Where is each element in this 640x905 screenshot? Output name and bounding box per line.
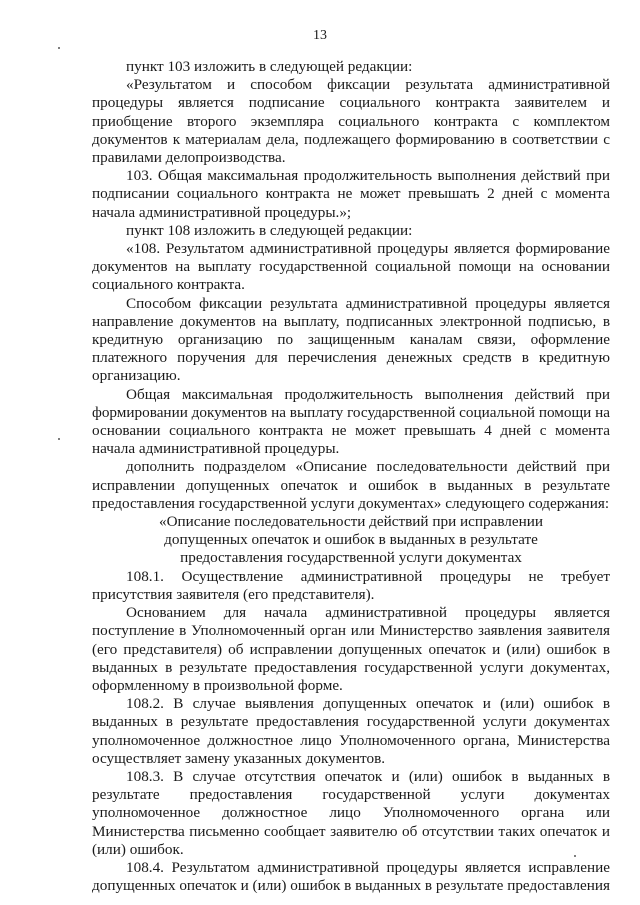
subsection-title-line: «Описание последовательности действий при исправлении — [158, 513, 543, 531]
paragraph: 103. Общая максимальная продолжительность выполнения действий при подписании социального контракта не может превышать 2 дней с момента начала административной процедуры.»; — [92, 167, 610, 221]
page-number: 13 — [313, 28, 327, 43]
subsection-title-line: предоставления государственной услуги документах — [180, 549, 522, 567]
subsection-title-line: допущенных опечаток и ошибок в выданных в результате — [164, 531, 538, 549]
scan-speck — [58, 47, 60, 49]
paragraph: 108.3. В случае отсутствия опечаток и (или) ошибок в выданных в результате предоставления государственной услуги документах уполномоченное должностное лицо Уполномоченного органа или Министерства письменно сообщает заявителю об отсутствии таких опечаток и (или) ошибок. — [92, 767, 610, 858]
document-body — [92, 58, 610, 895]
scan-speck — [58, 438, 60, 440]
paragraph: Основанием для начала административной процедуры является поступление в Уполномоченный орган или Министерство заявления заявителя (его представителя) об исправлении допущенных опечаток и (или) ошибок в выданных в результате предоставления государственной услуги документах, оформленному в произвольной форме. — [92, 604, 610, 694]
paragraph: 108.4. Результатом административной процедуры является исправление допущенных опечаток и (или) ошибок в выданных в результате предоставления — [92, 858, 611, 895]
paragraph: Общая максимальная продолжительность выполнения действий при формировании документов на выплату государственной социальной помощи на основании социального контракта не может превышать 4 дней с момента начала административной процедуры. — [92, 385, 610, 458]
paragraph: «108. Результатом административной процедуры является формирование документов на выплату государственной социальной помощи на основании социального контракта. — [92, 240, 610, 294]
paragraph: пункт 108 изложить в следующей редакции: — [126, 221, 413, 239]
paragraph: Способом фиксации результата административной процедуры является направление документов на выплату, подписанных электронной подписью, в кредитную организацию по защищенным каналам связи, оформление платежного поручения для перечисления денежных средств в кредитную организацию. — [92, 294, 610, 385]
paragraph: пункт 103 изложить в следующей редакции: — [126, 58, 413, 75]
paragraph: «Результатом и способом фиксации результата административной процедуры является подписание социального контракта заявителем и приобщение второго экземпляра социального контракта с комплектом документов к материалам дела, подлежащего формированию в соответствии с правилами делопроизводства. — [92, 76, 610, 167]
paragraph: 108.1. Осуществление административной процедуры не требует присутствия заявителя (его представителя). — [92, 567, 610, 603]
paragraph: 108.2. В случае выявления допущенных опечаток и (или) ошибок в выданных в результате предоставления государственной услуги документах уполномоченное должностное лицо Уполномоченного органа, Министерства осуществляет замену указанных документов. — [92, 695, 610, 767]
paragraph: дополнить подразделом «Описание последовательности действий при исправлении допущенных опечаток и ошибок в выданных в результате предоставления государственной услуги документах» следующего содержания: — [92, 458, 610, 512]
